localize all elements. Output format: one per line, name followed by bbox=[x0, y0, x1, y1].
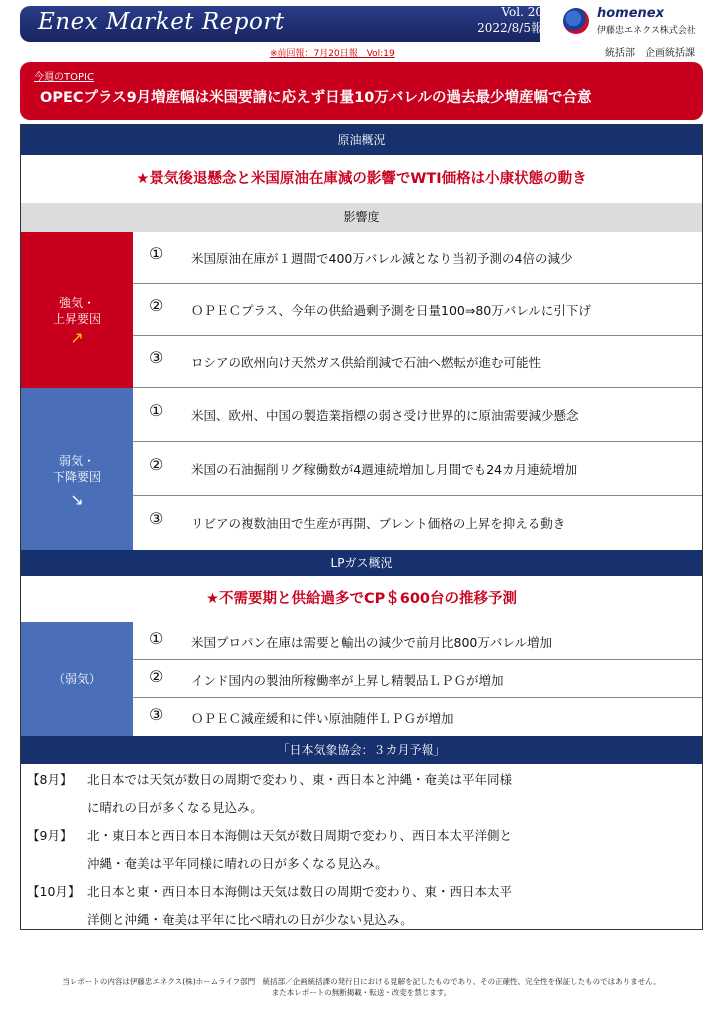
bullish-label-line2: 上昇要因 bbox=[52, 312, 101, 326]
item-number: ① bbox=[149, 629, 164, 648]
weather-text-line2: 洋側と沖縄・奄美は平年に比べ晴れの日が少ない見込み。 bbox=[87, 912, 413, 927]
weather-month: 【10月】 bbox=[27, 884, 81, 899]
item-text: リビアの複数油田で生産が再開、ブレント価格の上昇を抑える動き bbox=[191, 516, 566, 531]
down-arrow-icon: ↘ bbox=[70, 490, 84, 509]
item-text: 米国、欧州、中国の製造業指標の弱さ受け世界的に原油需要減少懸念 bbox=[191, 408, 579, 423]
item-number: ③ bbox=[149, 509, 164, 528]
weather-month: 【9月】 bbox=[27, 828, 73, 843]
weather-text-line2: に晴れの日が多くなる見込み。 bbox=[87, 800, 263, 815]
weather-entry bbox=[27, 822, 512, 850]
subheader bbox=[20, 44, 703, 60]
list-item bbox=[133, 660, 702, 698]
list-item bbox=[133, 496, 702, 550]
item-number: ① bbox=[149, 244, 164, 263]
bullish-label-line1: 強気・ bbox=[58, 296, 95, 310]
topic-headline: OPECプラス9月増産幅は米国要請に応えず日量10万バレルの過去最少増産幅で合意 bbox=[40, 90, 592, 106]
item-number: ③ bbox=[149, 348, 164, 367]
volume-info bbox=[477, 4, 543, 36]
lpg-section-title: LPガス概況 bbox=[21, 550, 702, 576]
weather-entry bbox=[27, 878, 512, 906]
impact-title: 影響度 bbox=[21, 203, 702, 232]
company-logo bbox=[553, 6, 703, 42]
previous-report-link[interactable]: ※前回報：7月20日報 Vol:19 bbox=[270, 49, 395, 59]
item-number: ② bbox=[149, 455, 164, 474]
bearish-label-line1: 弱気・ bbox=[58, 454, 95, 468]
item-text: 米国の石油掘削リグ稼働数が4週連続増加し月間でも24カ月連続増加 bbox=[191, 462, 578, 477]
logo-company-name: 伊藤忠エネクス株式会社 bbox=[597, 26, 696, 36]
item-text: ＯＰＥＣプラス、今年の供給過剰予測を日量100⇒80万バレルに引下げ bbox=[191, 303, 591, 318]
item-text: 米国原油在庫が１週間で400万バレル減となり当初予測の4倍の減少 bbox=[191, 251, 573, 266]
weather-text-line1: 北日本では天気が数日の周期で変わり、東・西日本と沖縄・奄美は平年同様 bbox=[87, 772, 513, 787]
item-text: ロシアの欧州向け天然ガス供給削減で石油へ燃転が進む可能性 bbox=[191, 355, 542, 370]
logo-brand: homenex bbox=[597, 6, 665, 21]
title-banner bbox=[20, 6, 540, 42]
item-text: インド国内の製油所稼働率が上昇し精製品ＬＰＧが増加 bbox=[191, 673, 504, 688]
list-item bbox=[133, 336, 702, 388]
item-number: ② bbox=[149, 296, 164, 315]
item-text: 米国プロパン在庫は需要と輸出の減少で前月比800万バレル増加 bbox=[191, 635, 553, 650]
disclaimer-line1: 当レポートの内容は伊藤忠エネクス(株)ホームライフ部門 統括部／企画統括課の発行日における見解を記したものであり、その正確性、完全性を保証したものではありません。 bbox=[62, 977, 661, 986]
item-number: ① bbox=[149, 401, 164, 420]
logo-mark-icon bbox=[563, 8, 589, 34]
weather-text-line2: 沖縄・奄美は平年同様に晴れの日が多くなる見込み。 bbox=[87, 856, 388, 871]
item-text: ＯＰＥＣ減産緩和に伴い原油随伴ＬＰＧが増加 bbox=[191, 711, 454, 726]
list-item bbox=[133, 442, 702, 496]
list-item bbox=[133, 622, 702, 660]
list-item bbox=[133, 284, 702, 336]
list-item bbox=[133, 698, 702, 736]
disclaimer-line2: また本レポートの無断掲載・転送・改変を禁じます。 bbox=[271, 988, 452, 997]
bearish-label-line2: 下降要因 bbox=[52, 470, 101, 484]
topic-label: 今週のTOPIC bbox=[34, 72, 94, 83]
report-date: 2022/8/5報 bbox=[477, 21, 543, 35]
lpg-bearish-label bbox=[21, 622, 133, 736]
weather-text-line1: 北・東日本と西日本日本海側は天気が数日周期で変わり、西日本太平洋側と bbox=[87, 828, 513, 843]
lpg-headline: ★不需要期と供給過多でCP＄600台の推移予測 bbox=[205, 591, 518, 607]
report-body bbox=[20, 124, 703, 930]
weather-month: 【8月】 bbox=[27, 772, 73, 787]
weather-entry bbox=[27, 766, 512, 794]
disclaimer bbox=[0, 976, 723, 998]
volume-number: Vol. 20 bbox=[501, 5, 543, 19]
bullish-factors-label bbox=[21, 232, 133, 388]
weather-text-line1: 北日本と東・西日本日本海側は天気は数日の周期で変わり、東・西日本太平 bbox=[87, 884, 513, 899]
crude-headline: ★景気後退懸念と米国原油在庫減の影響でWTI価格は小康状態の動き bbox=[136, 171, 587, 187]
department: 統括部 企画統括課 bbox=[605, 48, 695, 59]
bearish-factors-label bbox=[21, 388, 133, 550]
item-number: ③ bbox=[149, 705, 164, 724]
report-header bbox=[20, 6, 703, 42]
lpg-side-label: （弱気） bbox=[52, 672, 101, 686]
list-item bbox=[133, 232, 702, 284]
up-arrow-icon: ↗ bbox=[70, 328, 84, 347]
weather-forecast bbox=[27, 766, 512, 934]
crude-section-title: 原油概況 bbox=[21, 125, 702, 155]
item-number: ② bbox=[149, 667, 164, 686]
weather-section-title: 「日本気象協会：３カ月予報」 bbox=[21, 736, 702, 764]
topic-banner bbox=[20, 62, 703, 120]
list-item bbox=[133, 388, 702, 442]
report-title: Enex Market Report bbox=[38, 9, 285, 35]
